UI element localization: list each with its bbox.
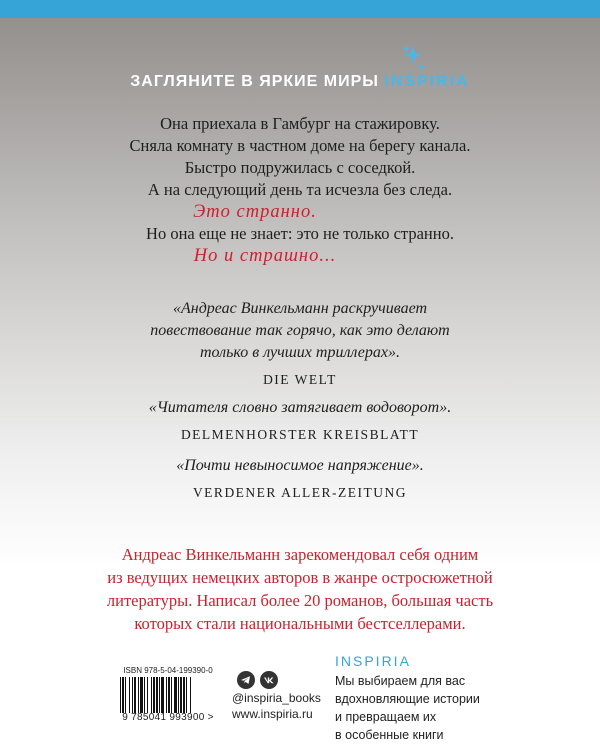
synopsis-line: Сняла комнату в частном доме на берегу канала. [129, 136, 471, 155]
barcode-bar [183, 677, 185, 713]
bio-line: литературы. Написал более 20 романов, большая часть [106, 591, 494, 610]
website-link[interactable]: www.inspiria.ru [232, 707, 313, 721]
barcode-graphic [119, 677, 219, 713]
tagline-line: вдохновляющие истории [335, 692, 480, 706]
synopsis-line: Но она еще не знает: это не только странно. [146, 224, 454, 243]
series-heading [0, 73, 600, 91]
barcode-bar [171, 677, 172, 713]
bio-line: Андреас Винкельманн зарекомендовал себя одним [121, 545, 479, 564]
series-brand: INSPIRIA [384, 73, 470, 90]
synopsis-line: А на следующий день та исчезла без следа. [147, 180, 453, 199]
barcode-bar [161, 677, 164, 713]
review-quote [0, 298, 600, 390]
barcode-bar [125, 677, 126, 713]
isbn-label: ISBN 978-5-04-199390-0 [123, 666, 213, 675]
top-accent-stripe [0, 0, 600, 18]
publisher-tagline [335, 672, 480, 744]
barcode-bar [120, 677, 121, 713]
isbn-barcode-block [113, 666, 223, 722]
barcode-bar [122, 677, 124, 713]
barcode-bar [166, 677, 167, 713]
author-bio [0, 543, 600, 635]
tagline-line: Мы выбираем для вас [335, 674, 466, 688]
barcode-bar [153, 677, 155, 713]
vk-icon[interactable] [260, 671, 278, 689]
barcode-bar [178, 677, 179, 713]
review-quote [0, 455, 600, 503]
barcode-bar [140, 677, 143, 713]
synopsis-line: Она приехала в Гамбург на стажировку. [160, 114, 440, 133]
tagline-line: и превращаем их [335, 710, 437, 724]
barcode-bar [186, 677, 187, 713]
barcode-bar [180, 677, 182, 713]
synopsis-highlight: Но и страшно... [193, 246, 337, 266]
series-tagline: ЗАГЛЯНИТЕ В ЯРКИЕ МИРЫ [130, 73, 379, 90]
barcode-bar [156, 677, 158, 713]
bio-line: которых стали национальными бестселлерами. [134, 614, 466, 633]
barcode-bar [151, 677, 152, 713]
review-quote [0, 397, 600, 445]
synopsis-line: Быстро подружилась с соседкой. [184, 158, 416, 177]
barcode-bar [132, 677, 133, 713]
quote-line: «Андреас Винкельманн раскручивает [172, 300, 428, 317]
quote-source: DELMENHORSTER KREISBLATT [180, 427, 420, 442]
telegram-icon[interactable] [237, 671, 255, 689]
barcode-bar [144, 677, 145, 713]
social-handle[interactable]: @inspiria_books [232, 691, 321, 705]
tagline-line: в особенные книги [335, 728, 444, 742]
sparkle-icon [400, 42, 426, 72]
synopsis [0, 113, 600, 267]
quote-line: «Читателя словно затягивает водоворот». [148, 399, 452, 416]
bio-line: из ведущих немецких авторов в жанре остросюжетной [107, 568, 493, 587]
isbn-digits: 9 785041 993900 > [122, 712, 214, 723]
barcode-bar [138, 677, 139, 713]
barcode-bar [147, 677, 148, 713]
barcode-bar [134, 677, 136, 713]
publisher-brand: INSPIRIA [335, 653, 411, 669]
barcode-bar [159, 677, 160, 713]
barcode-bar [174, 677, 177, 713]
quote-line: «Почти невыносимое напряжение». [176, 457, 424, 474]
quote-source: DIE WELT [263, 372, 337, 387]
quote-source: VERDENER ALLER-ZEITUNG [192, 485, 408, 500]
quote-line: повествование так горячо, как это делают [150, 322, 450, 339]
social-icons [234, 671, 284, 689]
barcode-bar [168, 677, 170, 713]
synopsis-highlight: Это странно. [193, 202, 317, 222]
barcode-bar [129, 677, 130, 713]
quote-line: только в лучших триллерах». [199, 344, 401, 361]
barcode-bar [190, 677, 191, 713]
